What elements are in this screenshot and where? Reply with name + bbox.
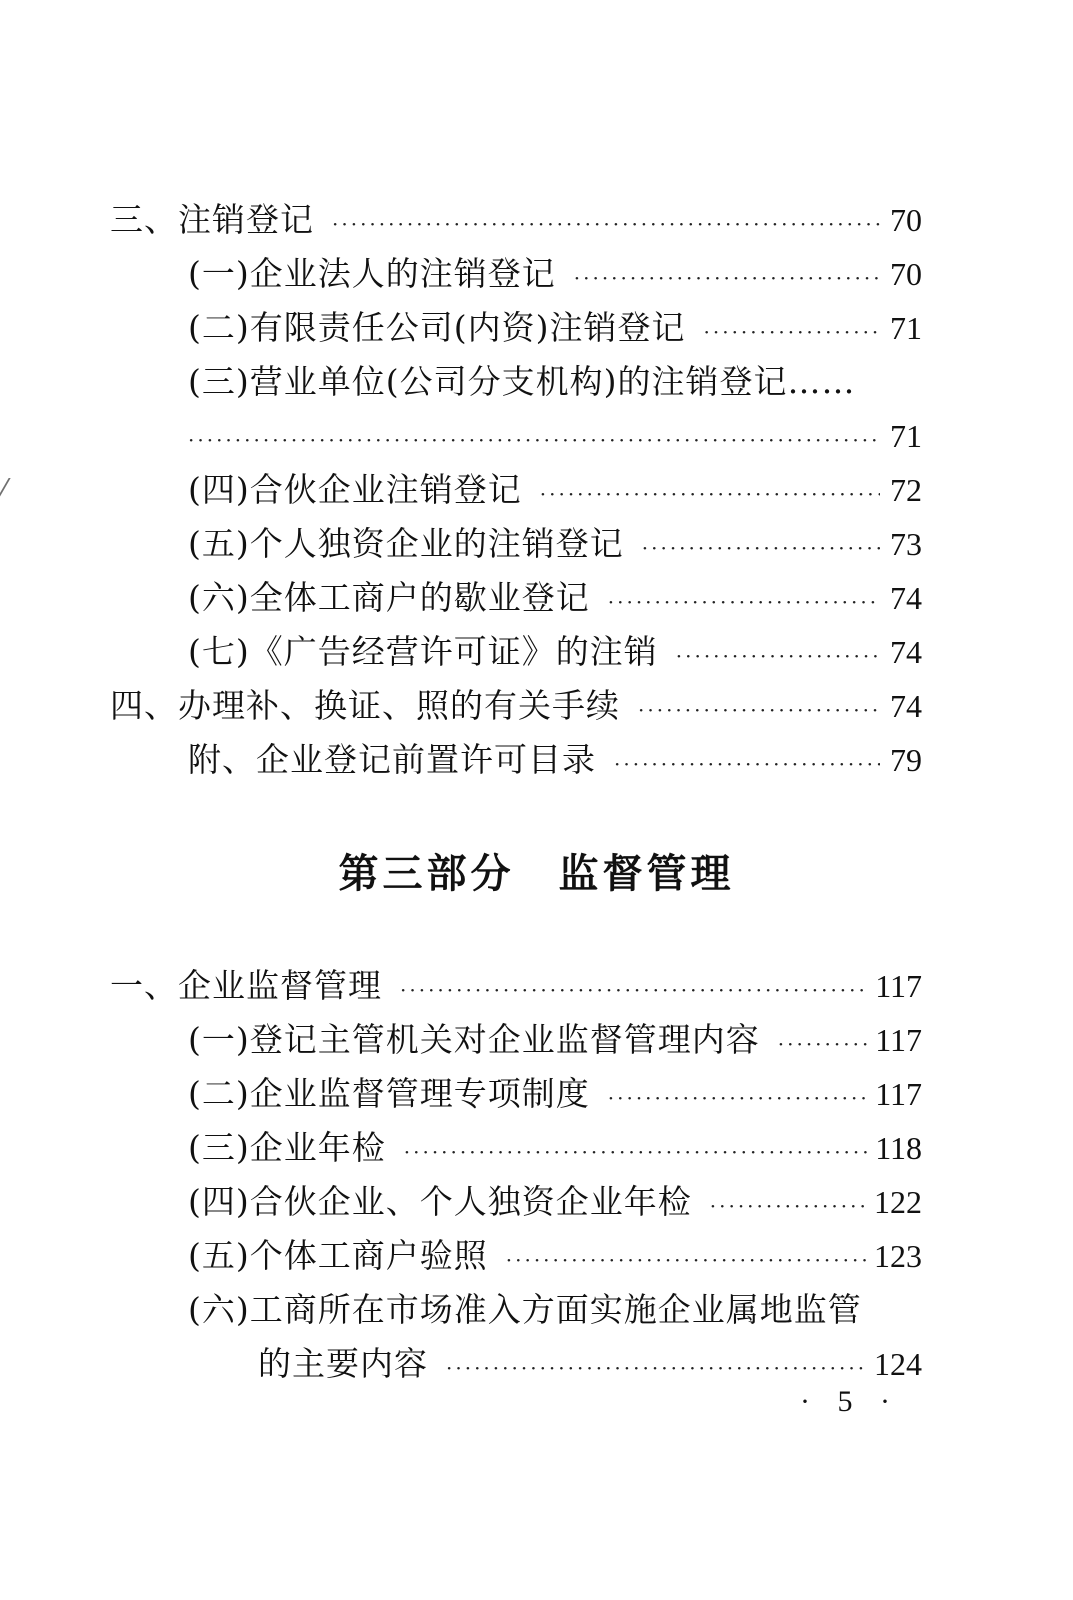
toc-entry-page: 124 xyxy=(874,1346,922,1382)
dot-leader xyxy=(574,258,880,298)
dot-leader xyxy=(778,1024,867,1064)
toc-entry-label: 四、办理补、换证、照的有关手续 xyxy=(110,686,620,725)
toc-entry[interactable] xyxy=(188,524,922,564)
toc-entry-page: 74 xyxy=(890,688,922,724)
toc-entry[interactable] xyxy=(188,254,922,294)
toc-entry-label: (七)《广告经营许可证》的注销 xyxy=(188,632,658,671)
toc-entry[interactable] xyxy=(188,1128,922,1168)
toc-entry[interactable] xyxy=(188,308,922,348)
toc-entry-page: 117 xyxy=(875,1022,922,1058)
toc-entry[interactable] xyxy=(188,1074,922,1114)
toc-entry-label: (四)合伙企业注销登记 xyxy=(188,470,522,509)
toc-entry-label: 三、注销登记 xyxy=(110,200,314,239)
toc-entry-continuation[interactable] xyxy=(188,416,922,456)
toc-entry-label: (六)全体工商户的歇业登记 xyxy=(188,578,590,617)
toc-entry-page: 79 xyxy=(890,742,922,778)
section-title: 第三部分 监督管理 xyxy=(338,851,735,897)
toc-entry[interactable] xyxy=(188,1236,922,1276)
dot-leader xyxy=(676,636,880,676)
page-number: · 5 · xyxy=(800,1385,900,1418)
dot-leader xyxy=(614,744,880,784)
toc-entry-label: (三)企业年检 xyxy=(188,1128,386,1167)
toc-entry-page: 71 xyxy=(890,310,922,346)
toc-entry-label: (六)工商所在市场准入方面实施企业属地监管 xyxy=(188,1290,862,1329)
dot-leader xyxy=(638,690,880,730)
toc-entry-label: (五)个人独资企业的注销登记 xyxy=(188,524,624,563)
dot-leader xyxy=(608,1078,867,1118)
toc-entry-page: 74 xyxy=(890,580,922,616)
toc-entry[interactable] xyxy=(188,1290,922,1330)
dot-leader xyxy=(332,204,880,244)
toc-entry-label: (二)企业监督管理专项制度 xyxy=(188,1074,590,1113)
toc-entry-label: (三)营业单位(公司分支机构)的注销登记…… xyxy=(188,362,856,401)
toc-entry-label: (一)企业法人的注销登记 xyxy=(188,254,556,293)
dot-leader xyxy=(642,528,880,568)
toc-entry-label: 一、企业监督管理 xyxy=(110,966,382,1005)
toc-entry-label: (一)登记主管机关对企业监督管理内容 xyxy=(188,1020,760,1059)
toc-entry[interactable] xyxy=(110,200,922,240)
toc-entry[interactable] xyxy=(110,686,922,726)
toc-entry-page: 73 xyxy=(890,526,922,562)
toc-entry-page: 70 xyxy=(890,256,922,292)
dot-leader xyxy=(710,1186,866,1226)
dot-leader xyxy=(404,1132,867,1172)
toc-entry-label: 附、企业登记前置许可目录 xyxy=(188,740,596,779)
toc-entry[interactable] xyxy=(188,362,922,402)
toc-entry[interactable] xyxy=(188,470,922,510)
toc-entry[interactable] xyxy=(110,966,922,1006)
dot-leader xyxy=(506,1240,866,1280)
toc-entry-page: 122 xyxy=(874,1184,922,1220)
toc-entry-label: (二)有限责任公司(内资)注销登记 xyxy=(188,308,686,347)
toc-entry-page: 71 xyxy=(890,418,922,454)
dot-leader xyxy=(188,420,880,460)
toc-entry-label: (五)个体工商户验照 xyxy=(188,1236,488,1275)
toc-entry[interactable] xyxy=(188,1182,922,1222)
toc-entry-page: 70 xyxy=(890,202,922,238)
dot-leader xyxy=(446,1348,866,1388)
toc-entry[interactable] xyxy=(188,1020,922,1060)
toc-entry[interactable] xyxy=(188,632,922,672)
margin-pen-mark xyxy=(0,478,35,508)
dot-leader xyxy=(540,474,880,514)
toc-entry-page: 117 xyxy=(875,968,922,1004)
toc-entry[interactable] xyxy=(188,578,922,618)
toc-entry-page: 74 xyxy=(890,634,922,670)
dot-leader xyxy=(608,582,880,622)
toc-entry-page: 118 xyxy=(875,1130,922,1166)
toc-entry[interactable] xyxy=(188,740,922,780)
toc-entry-page: 123 xyxy=(874,1238,922,1274)
toc-entry-page: 72 xyxy=(890,472,922,508)
toc-entry-continuation[interactable] xyxy=(258,1344,922,1384)
toc-entry-label: 的主要内容 xyxy=(258,1344,428,1383)
toc-entry-label: (四)合伙企业、个人独资企业年检 xyxy=(188,1182,692,1221)
toc-entry-page: 117 xyxy=(875,1076,922,1112)
dot-leader xyxy=(400,970,867,1010)
dot-leader xyxy=(704,312,881,352)
